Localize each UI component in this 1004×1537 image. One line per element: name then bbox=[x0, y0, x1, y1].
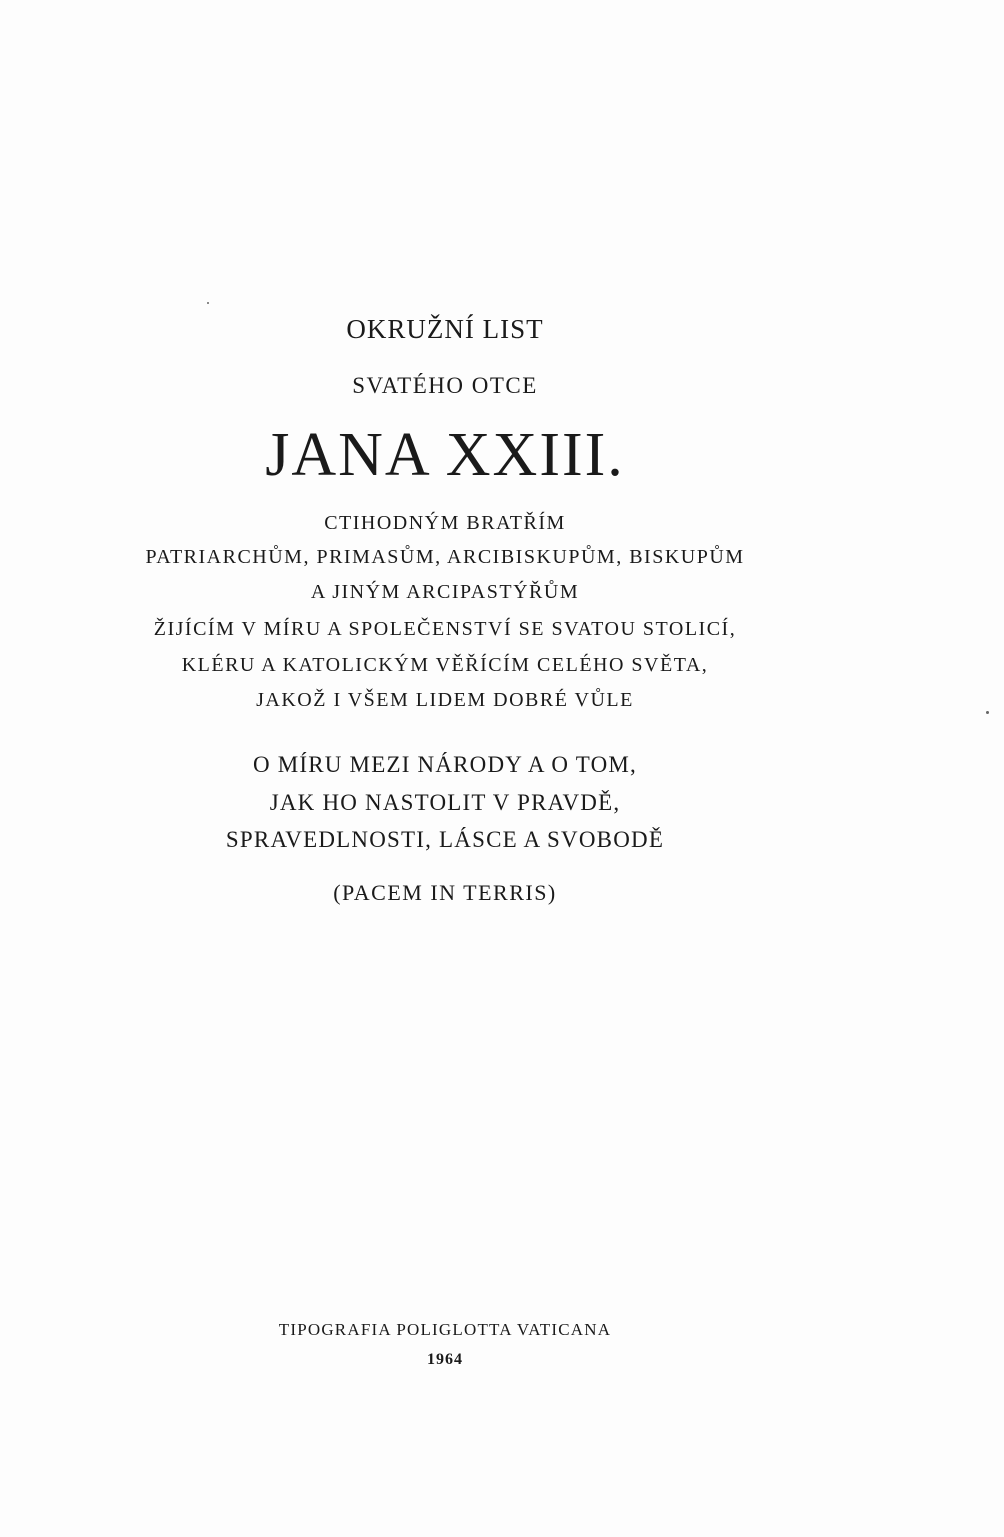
address-line-2: PATRIARCHŮM, PRIMASŮM, ARCIBISKUPŮM, BISKUPŮM bbox=[145, 546, 745, 568]
header-holy-father: SVATÉHO OTCE bbox=[352, 373, 538, 398]
page-title: JANA XXIII. bbox=[265, 421, 625, 489]
publication-year: 1964 bbox=[427, 1351, 463, 1368]
subject-line-3: SPRAVEDLNOSTI, LÁSCE A SVOBODĚ bbox=[225, 827, 665, 852]
address-line-3: A JINÝM ARCIPASTÝŘŮM bbox=[310, 581, 580, 603]
subject-line-1: O MÍRU MEZI NÁRODY A O TOM, bbox=[252, 752, 638, 777]
header-encyclical: OKRUŽNÍ LIST bbox=[346, 314, 544, 344]
scan-speck bbox=[207, 302, 209, 304]
scan-speck bbox=[986, 711, 989, 714]
address-line-1: CTIHODNÝM BRATŘÍM bbox=[324, 512, 566, 534]
printer-imprint: TIPOGRAFIA POLIGLOTTA VATICANA bbox=[278, 1320, 612, 1339]
address-line-4: ŽIJÍCÍM V MÍRU A SPOLEČENSTVÍ SE SVATOU STOLICÍ, bbox=[153, 618, 737, 640]
subject-line-2: JAK HO NASTOLIT V PRAVDĚ, bbox=[269, 790, 621, 815]
latin-title: (PACEM IN TERRIS) bbox=[333, 880, 557, 905]
address-line-5: KLÉRU A KATOLICKÝM VĚŘÍCÍM CELÉHO SVĚTA, bbox=[181, 654, 709, 676]
address-line-6: JAKOŽ I VŠEM LIDEM DOBRÉ VŮLE bbox=[256, 689, 634, 711]
